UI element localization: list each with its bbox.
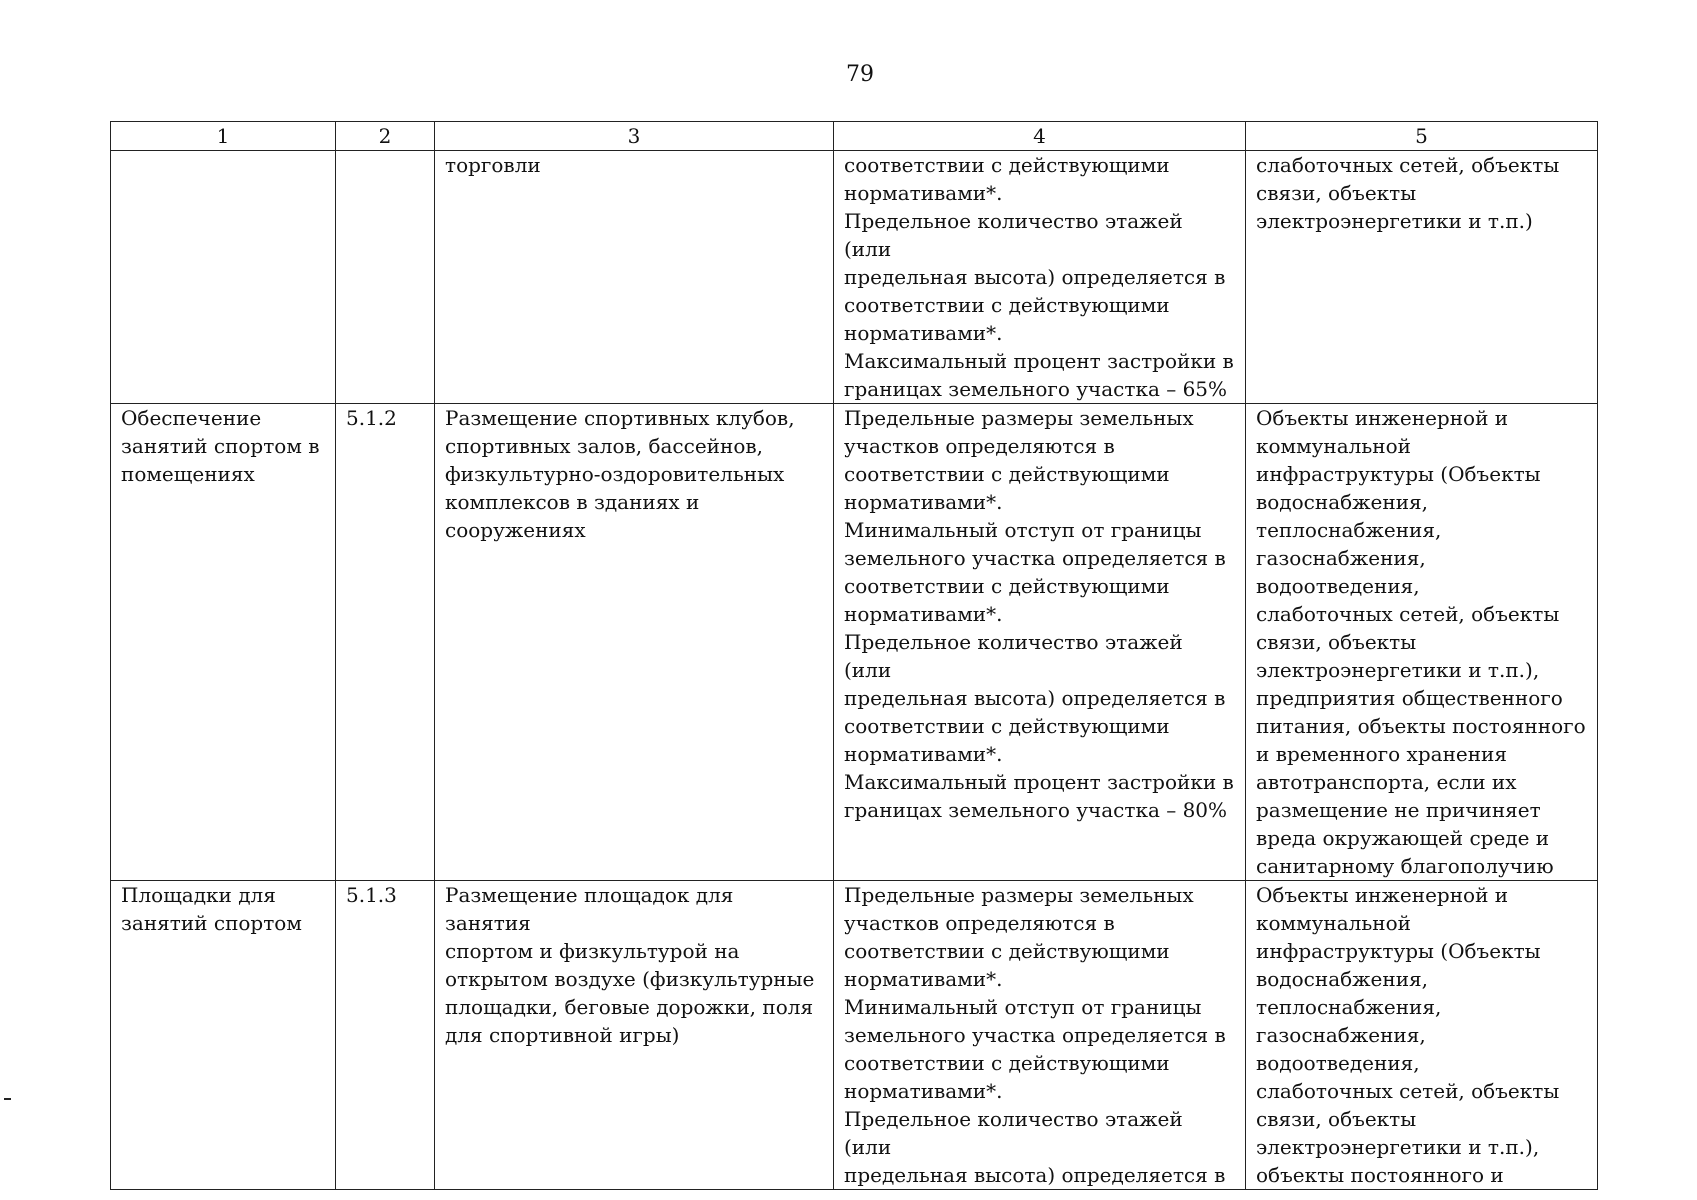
table-row [111,404,1598,881]
land-use-table [110,121,1598,1190]
use-code-cell: 5.1.2 [336,404,435,881]
parameters-cell: Предельные размеры земельных участков определяются в соответствии с действующими нормативами*. Минимальный отступ от границы земельного участка определяется в соответствии с действующими нормативами*. Предельное количество этажей (или предельная высота) определяется в соответствии с действующими нормативами*. Максимальный процент застройки в границах земельного участка – 80% [834,404,1246,881]
use-name-cell: Обеспечение занятий спортом в помещениях [111,404,336,881]
margin-mark [4,1098,11,1100]
parameters-cell: соответствии с действующими нормативами*. Предельное количество этажей (или предельная высота) определяется в соответствии с действующими нормативами*. Максимальный процент застройки в границах земельного участка – 65% [834,151,1246,404]
column-header-3: 3 [435,122,834,151]
use-code-cell: 5.1.3 [336,881,435,1190]
column-header-1: 1 [111,122,336,151]
use-name-cell: Площадки для занятий спортом [111,881,336,1190]
use-description-cell: Размещение площадок для занятия спортом и физкультурой на открытом воздухе (физкультурные площадки, беговые дорожки, поля для спортивной игры) [435,881,834,1190]
auxiliary-uses-cell: Объекты инженерной и коммунальной инфраструктуры (Объекты водоснабжения, теплоснабжения, газоснабжения, водоотведения, слаботочных сетей, объекты связи, объекты электроэнергетики и т.п.), предприятия общественного питания, объекты постоянного и временного хранения автотранспорта, если их размещение не причиняет вреда окружающей среде и санитарному благополучию [1246,404,1598,881]
column-header-5: 5 [1246,122,1598,151]
page-number: 79 [846,62,874,87]
table-row [111,151,1598,404]
parameters-cell: Предельные размеры земельных участков определяются в соответствии с действующими нормативами*. Минимальный отступ от границы земельного участка определяется в соответствии с действующими нормативами*. Предельное количество этажей (или предельная высота) определяется в [834,881,1246,1190]
use-name-cell [111,151,336,404]
auxiliary-uses-cell: слаботочных сетей, объекты связи, объекты электроэнергетики и т.п.) [1246,151,1598,404]
use-description-cell: Размещение спортивных клубов, спортивных залов, бассейнов, физкультурно-оздоровительных комплексов в зданиях и сооружениях [435,404,834,881]
table-row [111,881,1598,1190]
column-header-4: 4 [834,122,1246,151]
header-row [111,122,1598,151]
auxiliary-uses-cell: Объекты инженерной и коммунальной инфраструктуры (Объекты водоснабжения, теплоснабжения, газоснабжения, водоотведения, слаботочных сетей, объекты связи, объекты электроэнергетики и т.п.), объекты постоянного и [1246,881,1598,1190]
use-description-cell: торговли [435,151,834,404]
column-header-2: 2 [336,122,435,151]
use-code-cell [336,151,435,404]
